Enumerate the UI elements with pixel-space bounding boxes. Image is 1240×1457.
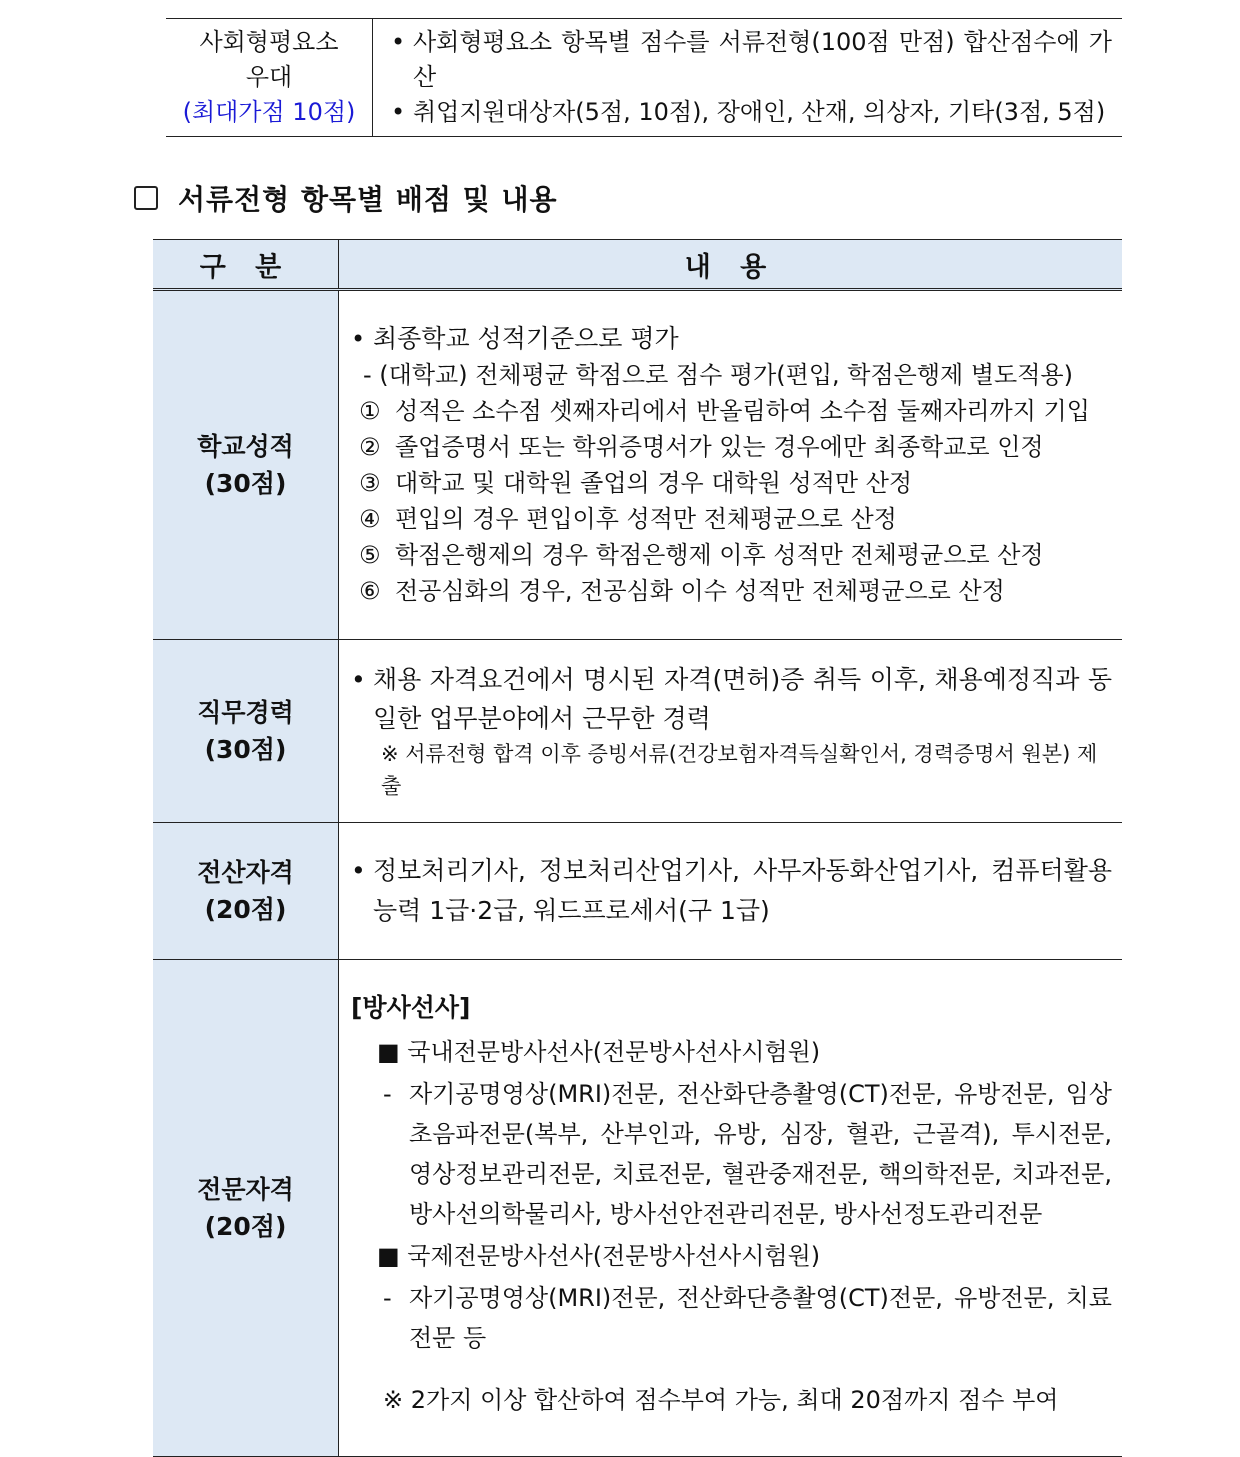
category-cell	[153, 290, 339, 640]
item-number: ③	[359, 469, 381, 497]
item-text: 졸업증명서 또는 학위증명서가 있는 경우에만 최종학교로 인정	[395, 433, 1044, 461]
list-item	[351, 660, 1112, 738]
bullet-icon: •	[391, 28, 406, 56]
list-item	[351, 1278, 1112, 1358]
item-number: ⑥	[359, 577, 381, 605]
category-points: (20점)	[204, 1212, 287, 1241]
category-cell	[153, 960, 339, 1457]
list-item	[351, 1074, 1112, 1234]
dash-icon: -	[383, 1284, 392, 1312]
category-points: (20점)	[204, 895, 287, 924]
note-text: ※ 서류전형 합격 이후 증빙서류(건강보험자격득실확인서, 경력증명서 원본) 제출	[381, 742, 1098, 798]
category-name: 전산자격	[197, 858, 294, 887]
bullet-text: 채용 자격요건에서 명시된 자격(면허)증 취득 이후, 채용예정직과 동일한 업무분야에서 근무한 경력	[373, 665, 1112, 733]
bullet-text: 최종학교 성적기준으로 평가	[373, 324, 679, 353]
category-line: 우대	[245, 63, 293, 91]
header-content: 내 용	[339, 240, 1123, 290]
header-category: 구 분	[153, 240, 339, 290]
category-line: 사회형평요소	[199, 28, 339, 56]
item-text: 대학교 및 대학원 졸업의 경우 대학원 성적만 산정	[395, 469, 913, 497]
list-item	[351, 851, 1112, 931]
content-cell	[339, 960, 1123, 1457]
numbered-item	[351, 573, 1112, 609]
content-cell	[339, 640, 1123, 823]
item-text: 전공심화의 경우, 전공심화 이수 성적만 전체평균으로 산정	[395, 577, 1005, 605]
list-item	[391, 95, 1112, 130]
social-equity-content	[373, 19, 1123, 137]
dash-icon: -	[383, 1080, 392, 1108]
numbered-item	[351, 501, 1112, 537]
sub-heading: [방사선사]	[351, 993, 471, 1022]
category-cell	[153, 640, 339, 823]
bullet-icon: •	[391, 98, 406, 126]
item-number: ②	[359, 433, 381, 461]
bullet-text: 사회형평요소 항목별 점수를 서류전형(100점 만점) 합산점수에 가산	[413, 28, 1112, 91]
table-row	[153, 960, 1122, 1457]
table-row	[153, 290, 1122, 640]
social-equity-category	[166, 19, 373, 137]
item-text: 학점은행제의 경우 학점은행제 이후 성적만 전체평균으로 산정	[395, 541, 1044, 569]
section-heading	[134, 178, 558, 218]
document-screening-table	[153, 239, 1122, 1457]
category-points: (30점)	[204, 735, 287, 764]
checkbox-square-icon	[134, 186, 158, 210]
bullet-icon: •	[351, 665, 366, 694]
numbered-item	[351, 537, 1112, 573]
list-item	[351, 321, 1112, 357]
category-cell	[153, 823, 339, 960]
category-name: 전문자격	[197, 1175, 294, 1204]
numbered-item	[351, 465, 1112, 501]
bullet-text: 취업지원대상자(5점, 10점), 장애인, 산재, 의상자, 기타(3점, 5점)	[413, 98, 1106, 126]
bullet-icon: •	[351, 325, 366, 353]
group-text: 자기공명영상(MRI)전문, 전산화단층촬영(CT)전문, 유방전문, 치료전문 등	[409, 1284, 1112, 1352]
category-name: 직무경력	[197, 698, 294, 727]
item-number: ④	[359, 505, 381, 533]
group-title: ■ 국내전문방사선사(전문방사선사시험원)	[377, 1038, 821, 1066]
bullet-text: 정보처리기사, 정보처리산업기사, 사무자동화산업기사, 컴퓨터활용능력 1급·2급, 워드프로세서(구 1급)	[373, 856, 1112, 925]
category-points: (30점)	[204, 469, 287, 498]
item-number: ①	[359, 397, 381, 425]
social-equity-table	[166, 18, 1122, 137]
table-row	[153, 823, 1122, 960]
group-title: ■ 국제전문방사선사(전문방사선사시험원)	[377, 1242, 821, 1270]
content-cell	[339, 290, 1123, 640]
bullet-icon: •	[351, 856, 366, 885]
item-number: ⑤	[359, 541, 381, 569]
max-bonus-label: (최대가점 10점)	[182, 98, 356, 126]
note-text: ※ 2가지 이상 합산하여 점수부여 가능, 최대 20점까지 점수 부여	[383, 1386, 1059, 1414]
group-text: 자기공명영상(MRI)전문, 전산화단층촬영(CT)전문, 유방전문, 임상초음파전문(복부, 산부인과, 유방, 심장, 혈관, 근골격), 투시전문, 영상정보관리전문, 치료전문, 혈관중재전문, 핵의학전문, 치과전문, 방사선의학물리사, 방사선안전관리전문, 방사선정도관리전문	[409, 1080, 1112, 1228]
sub-text: - (대학교) 전체평균 학점으로 점수 평가(편입, 학점은행제 별도적용)	[363, 361, 1073, 389]
numbered-item	[351, 429, 1112, 465]
section-title: 서류전형 항목별 배점 및 내용	[178, 183, 558, 216]
table-row	[153, 640, 1122, 823]
list-item	[391, 25, 1112, 95]
numbered-item	[351, 393, 1112, 429]
category-name: 학교성적	[197, 432, 294, 461]
content-cell	[339, 823, 1123, 960]
item-text: 편입의 경우 편입이후 성적만 전체평균으로 산정	[395, 505, 897, 533]
item-text: 성적은 소수점 셋째자리에서 반올림하여 소수점 둘째자리까지 기입	[395, 397, 1090, 425]
